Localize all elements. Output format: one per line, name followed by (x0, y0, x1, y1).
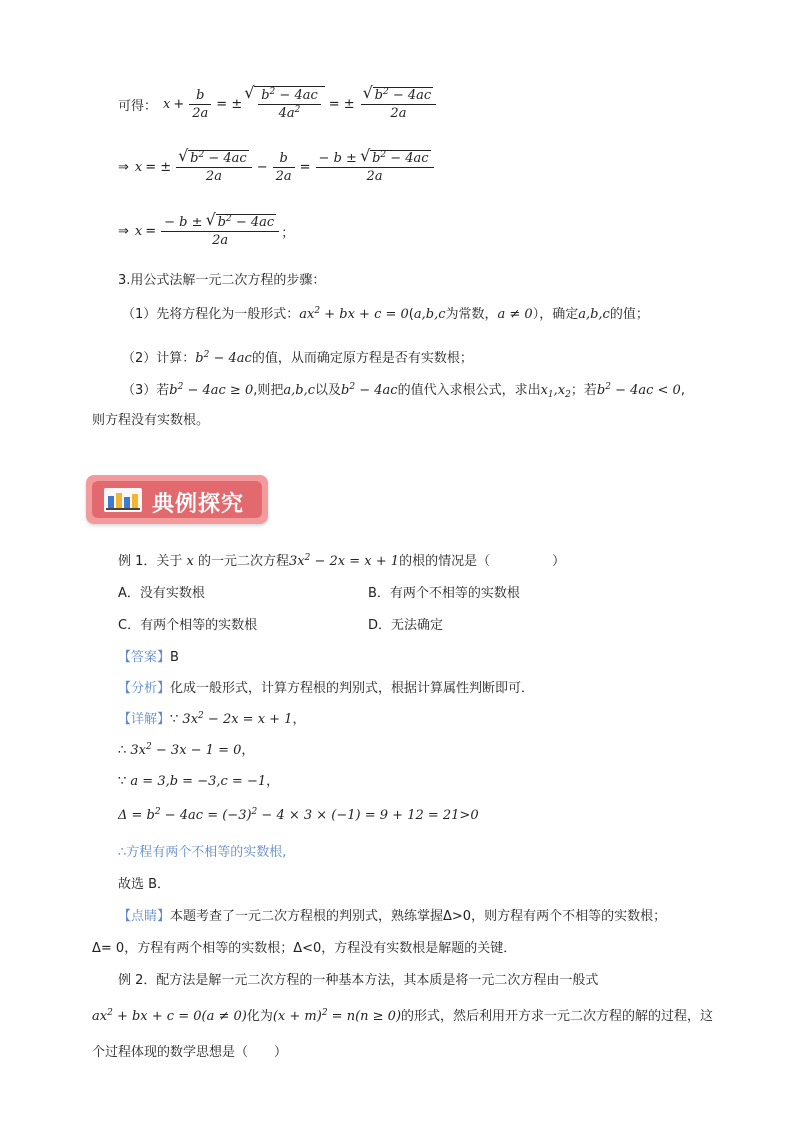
step-3-end: 则方程没有实数根。 (92, 413, 210, 428)
step-3-text: 的值代入求根公式，求出 (397, 383, 541, 398)
fraction-sqrt-over-2a: √ $\frac{b^2 - 4ac}{2a}$ (176, 150, 252, 185)
example-1-text: 的一元二次方程 (198, 554, 290, 569)
step-3-text: 则把 (257, 383, 284, 398)
fraction-formula: $\frac{- b \pm √ b^2 - 4ac}{2a}$ (316, 150, 434, 185)
derivation-line-2: ⇒ x = ± √ $\frac{b^2 - 4ac}{2a}$ − $\frac{b}{2a}$ = $\frac{- b \pm √ b^2 - 4ac}{2a}$ (118, 150, 436, 185)
bookshelf-icon (104, 488, 142, 512)
comment-line-1 (118, 908, 666, 926)
option-c: C．有两个相等的实数根 (118, 618, 258, 633)
comment-line-2: Δ= 0，方程有两个相等的实数根；Δ<0，方程没有实数根是解题的关键． (92, 941, 517, 956)
detail-tag: 【详解】 (118, 712, 171, 727)
banner-title: 典例探究 (152, 492, 245, 517)
example-1-stem: 例 1．关于 x 的一元二次方程$3x^2 - 2x = x + 1$的根的情况是（ ） (118, 553, 566, 569)
option-b: B．有两个不相等的实数根 (368, 586, 520, 601)
conclusion-line: ∴方程有两个不相等的实数根, (118, 845, 287, 860)
step-3-text: 以及 (315, 383, 342, 398)
step-3-text: ；若 (570, 383, 597, 398)
example-1-text: 的根的情况是（ (399, 554, 491, 569)
example-2-stem-2: $ax^2$ + bx + c = 0(a ≠ 0)化为$(x + m)^2 = n(n \ge 0)$的形式，然后利用开方求一元二次方程的解的过程，这 (92, 1008, 714, 1024)
step-1-text: 的值； (609, 307, 649, 322)
example-2-text: 化为 (246, 1009, 273, 1024)
step-2: （2）计算：$b^2 - 4ac$的值，从而确定原方程是否有实数根； (122, 350, 473, 366)
implies-arrow: ⇒ (118, 160, 129, 175)
option-a: A．没有实数根 (118, 586, 205, 601)
comment-tag: 【点睛】 (118, 909, 171, 924)
example-2-text: 的形式，然后利用开方求一元二次方程的解的过程，这 (401, 1009, 714, 1024)
fraction-b-2a: $\frac{b}{2a}$ (189, 87, 211, 122)
answer-tag: 【答案】 (118, 650, 171, 665)
implies-arrow: ⇒ (118, 224, 129, 239)
detail-line-2: ∴ $3x^2 - 3x - 1 = 0$， (118, 742, 255, 758)
derivation-line-3: ⇒ x = $\frac{- b \pm √ b^2 - 4ac}{2a}$ ； (118, 214, 294, 249)
fraction-formula: $\frac{- b \pm √ b^2 - 4ac}{2a}$ (161, 214, 279, 249)
step-1-text: 为常数， (445, 307, 498, 322)
step-1: （1）先将方程化为一般形式：$ax^2$ + bx + c = 0(a,b,c为常数，a ≠ 0），确定a,b,c的值； (122, 306, 649, 322)
therefore-symbol: ∴ (118, 743, 127, 758)
step-3: （3）若$b^2 - 4ac \ge 0$,则把a,b,c以及$b^2 - 4ac$的值代入求根公式，求出$x_1,x_2$；若$b^2 - 4ac < 0$, (122, 382, 685, 400)
example-2-stem-1: 例 2．配方法是解一元二次方程的一种基本方法，其本质是将一元二次方程由一般式 (118, 973, 599, 988)
step-1-text: ），确定 (532, 307, 579, 322)
example-1-text: ） (552, 554, 566, 569)
step-1-text: （1）先将方程化为一般形式： (122, 307, 300, 322)
detail-line-4: $\Delta = b^2 - 4ac = (-3)^2 - 4 \times 3 \times (-1) = 9 + 12 = 21>0$ (118, 807, 479, 823)
comment-text: 本题考查了一元二次方程根的判别式，熟练掌握Δ>0，则方程有两个不相等的实数根； (170, 909, 667, 924)
choose-line: 故选 B． (118, 877, 171, 892)
detail-line-1: 【详解】∵ $3x^2 - 2x = x + 1$， (118, 711, 306, 727)
fraction-b-2a: $\frac{b}{2a}$ (273, 150, 295, 185)
kede-label: 可得： (118, 98, 158, 114)
because-symbol: ∵ (170, 712, 179, 727)
sqrt-expression: √ $\frac{b^2 - 4ac}{4a^2}$ (245, 86, 325, 122)
option-d: D．无法确定 (368, 618, 444, 633)
answer-line (118, 649, 179, 667)
analysis-line (118, 680, 534, 698)
semicolon: ； (281, 226, 295, 241)
answer-value: B (170, 650, 179, 665)
analysis-tag: 【分析】 (118, 681, 171, 696)
section-banner (86, 475, 268, 524)
example-1-text: 例 1．关于 (118, 554, 183, 569)
derivation-line-1: 可得： x + $\frac{b}{2a}$ = ± √ $\frac{b^2 - 4ac}{4a^2}$ = ± √ $\frac{b^2 - 4ac}{2a}$ (118, 86, 438, 122)
step-3-text: （3）若 (122, 383, 170, 398)
fraction-sqrt-over-2a: √ $\frac{b^2 - 4ac}{2a}$ (361, 87, 437, 122)
analysis-text: 化成一般形式，计算方程根的判别式，根据计算属性判断即可． (170, 681, 535, 696)
step-2-text: 的值，从而确定原方程是否有实数根； (251, 351, 473, 366)
because-symbol: ∵ (118, 774, 127, 789)
step-2-text: （2）计算： (122, 351, 196, 366)
detail-line-3: ∵ a = 3,b = −3,c = −1， (118, 774, 280, 789)
example-2-stem-3: 个过程体现的数学思想是（ ） (92, 1045, 288, 1060)
steps-heading: 3.用公式法解一元二次方程的步骤： (118, 273, 326, 288)
